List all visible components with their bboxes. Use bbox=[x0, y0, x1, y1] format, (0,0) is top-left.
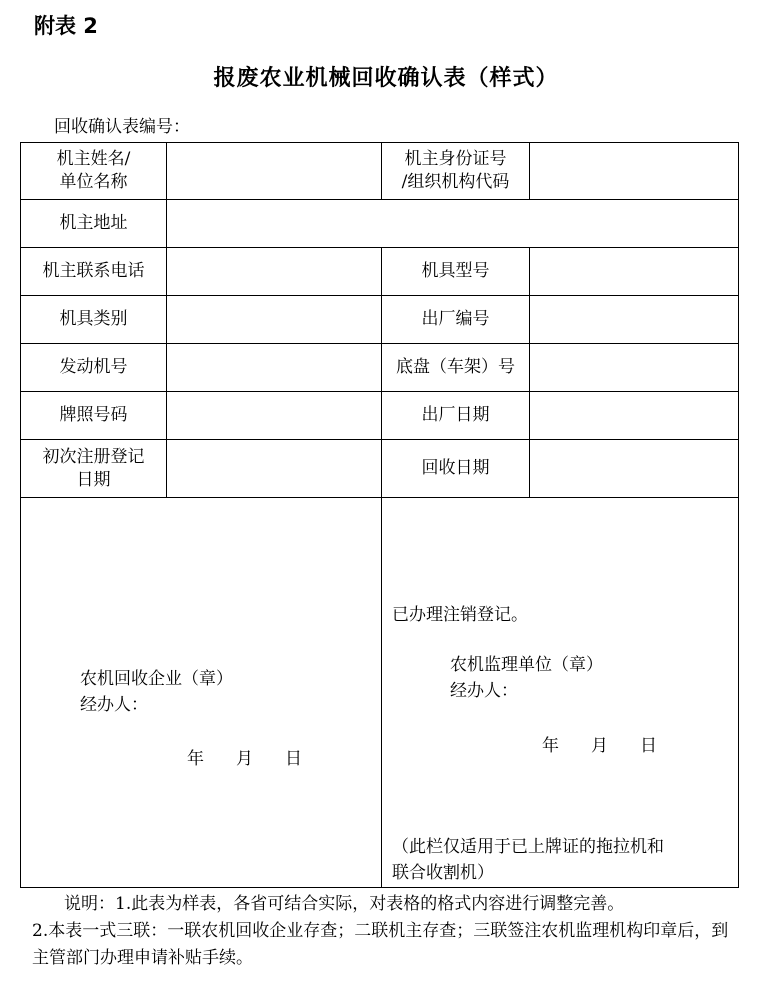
owner-phone-label: 机主联系电话 bbox=[21, 248, 167, 296]
signature-row bbox=[21, 498, 739, 888]
table-row bbox=[21, 392, 739, 440]
machine-model-label: 机具型号 bbox=[382, 248, 530, 296]
table-row bbox=[21, 296, 739, 344]
supervision-footnote bbox=[392, 834, 664, 886]
owner-name-label bbox=[21, 143, 167, 200]
form-number-label: 回收确认表编号： bbox=[54, 117, 190, 137]
recycle-date-field[interactable] bbox=[530, 440, 739, 498]
owner-name-field[interactable] bbox=[167, 143, 382, 200]
recycler-stamp-block bbox=[80, 666, 233, 718]
form-title: 报废农业机械回收确认表（样式） bbox=[213, 66, 559, 91]
owner-name-label-line2: 单位名称 bbox=[59, 172, 128, 192]
recycler-date-year: 年 bbox=[187, 749, 204, 769]
first-registration-date-label bbox=[21, 440, 167, 498]
owner-id-label bbox=[382, 143, 530, 200]
note-line-2: 2.本表一式三联：一联农机回收企业存查；二联机主存查；三联签注农机监理机构印章后，到主管部门办理申请补贴手续。 bbox=[32, 921, 729, 968]
supervision-stamp-block bbox=[450, 652, 603, 704]
recycler-signature-cell[interactable] bbox=[21, 498, 382, 888]
owner-id-label-line2: /组织机构代码 bbox=[401, 172, 510, 192]
annex-label: 附表 2 bbox=[34, 14, 98, 38]
machine-model-field[interactable] bbox=[530, 248, 739, 296]
machine-category-label: 机具类别 bbox=[21, 296, 167, 344]
supervision-date bbox=[542, 733, 689, 759]
engine-number-field[interactable] bbox=[167, 344, 382, 392]
recycler-date-day: 日 bbox=[285, 749, 302, 769]
supervision-date-month: 月 bbox=[591, 736, 608, 756]
table-row bbox=[21, 248, 739, 296]
recycler-unit-label: 农机回收企业（章） bbox=[80, 669, 233, 689]
note-line-1: 说明：1.此表为样表，各省可结合实际，对表格的格式内容进行调整完善。 bbox=[64, 894, 625, 914]
deregistration-statement: 已办理注销登记。 bbox=[392, 605, 528, 625]
owner-address-field[interactable] bbox=[167, 200, 739, 248]
first-registration-date-field[interactable] bbox=[167, 440, 382, 498]
machine-category-field[interactable] bbox=[167, 296, 382, 344]
recycler-handler-label: 经办人： bbox=[80, 695, 148, 715]
first-registration-date-label-line2: 日期 bbox=[76, 469, 111, 490]
factory-date-label: 出厂日期 bbox=[382, 392, 530, 440]
first-registration-date-label-line1: 初次注册登记 bbox=[42, 446, 145, 467]
recycler-date-month: 月 bbox=[236, 749, 253, 769]
factory-number-field[interactable] bbox=[530, 296, 739, 344]
factory-number-label: 出厂编号 bbox=[382, 296, 530, 344]
supervision-handler-label: 经办人： bbox=[450, 681, 518, 701]
owner-id-label-line1: 机主身份证号 bbox=[404, 149, 507, 169]
table-row bbox=[21, 344, 739, 392]
supervision-date-year: 年 bbox=[542, 736, 559, 756]
owner-address-label: 机主地址 bbox=[21, 200, 167, 248]
recycling-confirmation-table bbox=[20, 142, 739, 888]
supervision-footnote-line2: 联合收割机） bbox=[392, 863, 494, 883]
notes bbox=[32, 891, 732, 972]
owner-name-label-line1: 机主姓名/ bbox=[56, 149, 131, 169]
table-row bbox=[21, 200, 739, 248]
plate-number-field[interactable] bbox=[167, 392, 382, 440]
chassis-number-field[interactable] bbox=[530, 344, 739, 392]
engine-number-label: 发动机号 bbox=[21, 344, 167, 392]
supervision-unit-label: 农机监理单位（章） bbox=[450, 655, 603, 675]
table-row bbox=[21, 143, 739, 200]
owner-phone-field[interactable] bbox=[167, 248, 382, 296]
supervision-date-day: 日 bbox=[640, 736, 657, 756]
owner-id-field[interactable] bbox=[530, 143, 739, 200]
recycler-date bbox=[187, 746, 334, 772]
supervision-footnote-line1: （此栏仅适用于已上牌证的拖拉机和 bbox=[392, 837, 664, 857]
supervision-signature-cell[interactable] bbox=[382, 498, 739, 888]
recycle-date-label: 回收日期 bbox=[382, 440, 530, 498]
chassis-number-label: 底盘（车架）号 bbox=[382, 344, 530, 392]
plate-number-label: 牌照号码 bbox=[21, 392, 167, 440]
factory-date-field[interactable] bbox=[530, 392, 739, 440]
table-row bbox=[21, 440, 739, 498]
